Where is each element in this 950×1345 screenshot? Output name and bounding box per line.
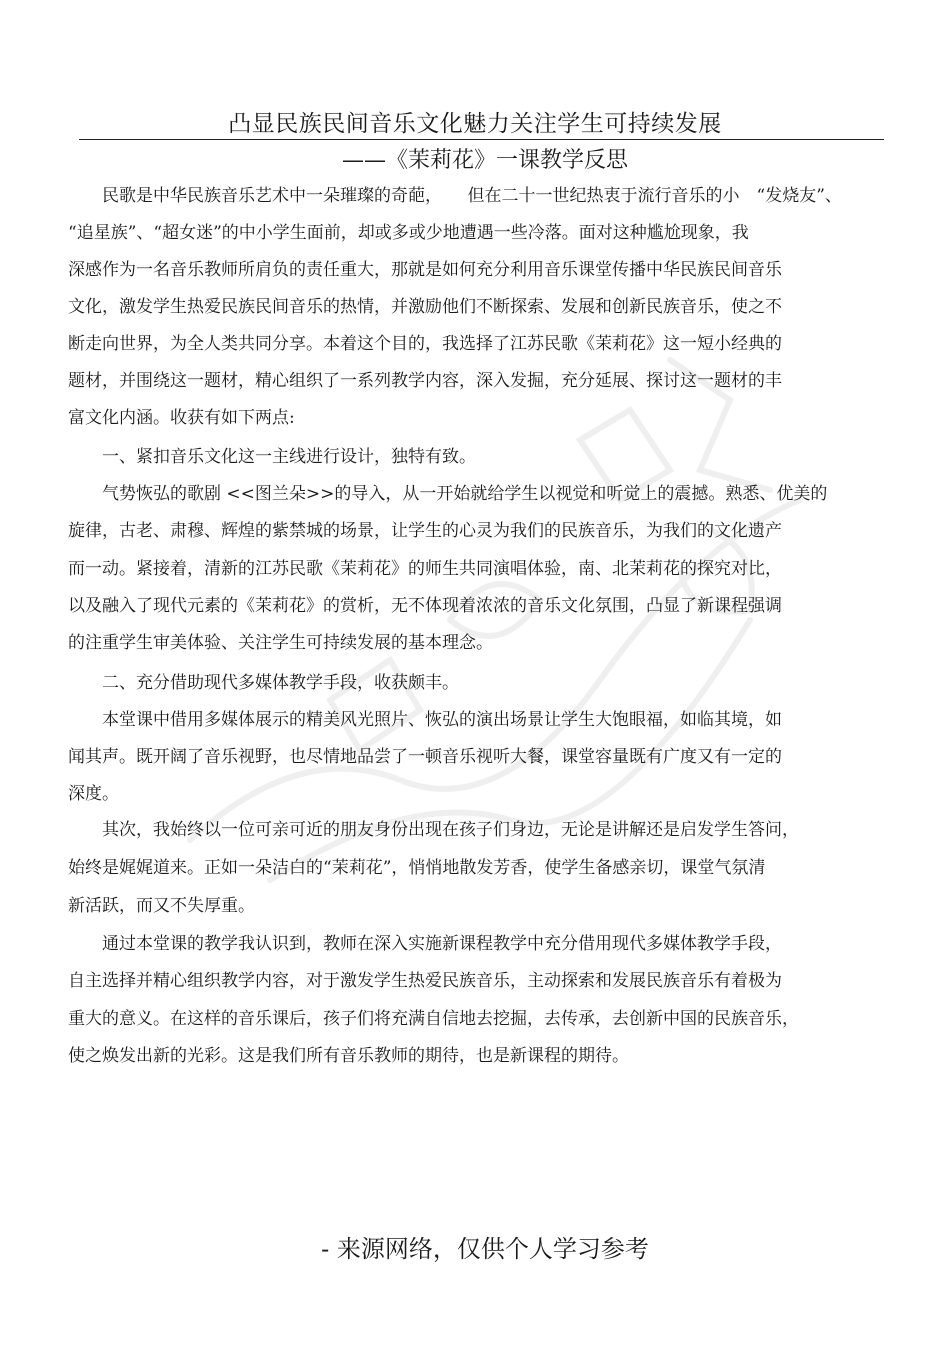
section-heading: 一、紧扣音乐文化这一主线进行设计，独特有致。 (68, 447, 476, 467)
text-line: 题材，并围绕这一题材，精心组织了一系列教学内容，深入发掘，充分延展、探讨这一题材的丰 (68, 371, 782, 391)
text-line: 断走向世界，为全人类共同分享。本着这个目的，我选择了江苏民歌《茉莉花》这一短小经典的 (68, 334, 782, 354)
source-footer: - 来源网络，仅供个人学习参考 (321, 1235, 649, 1263)
text-line: 民歌是中华民族音乐艺术中一朵璀璨的奇葩， 但在二十一世纪热衷于流行音乐的小 “发烧友”、 (68, 186, 842, 206)
text-line: 通过本堂课的教学我认识到，教师在深入实施新课程教学中充分借用现代多媒体教学手段， (68, 934, 782, 954)
document-subtitle: ——《茉莉花》一课教学反思 (341, 148, 628, 173)
text-line: 而一动。紧接着，清新的江苏民歌《茉莉花》的师生共同演唱体验，南、北茉莉花的探究对比， (68, 559, 782, 579)
text-line: 新活跃，而又不失厚重。 (68, 896, 255, 916)
text-line: 文化，激发学生热爱民族民间音乐的热情，并激励他们不断探索、发展和创新民族音乐，使之不 (68, 297, 782, 317)
text-line: 重大的意义。在这样的音乐课后，孩子们将充满自信地去挖掘，去传承，去创新中国的民族音乐， (68, 1009, 799, 1029)
text-line: 闻其声。既开阔了音乐视野，也尽情地品尝了一顿音乐视听大餐，课堂容量既有广度又有一定的 (68, 747, 782, 767)
text-line: 的注重学生审美体验、关注学生可持续发展的基本理念。 (68, 633, 493, 653)
text-line: “追星族”、“超女迷”的中小学生面前，却或多或少地遭遇一些冷落。面对这种尴尬现象，我 (68, 223, 749, 243)
text-line: 本堂课中借用多媒体展示的精美风光照片、恢弘的演出场景让学生大饱眼福，如临其境，如 (68, 710, 782, 730)
document-title: 凸显民族民间音乐文化魅力关注学生可持续发展 (228, 111, 722, 137)
text-line: 深度。 (68, 784, 119, 804)
text-line: 其次，我始终以一位可亲可近的朋友身份出现在孩子们身边，无论是讲解还是启发学生答问， (68, 820, 799, 840)
text-line: 自主选择并精心组织教学内容，对于激发学生热爱民族音乐，主动探索和发展民族音乐有着极为 (68, 971, 782, 991)
text-line: 深感作为一名音乐教师所肩负的责任重大，那就是如何充分利用音乐课堂传播中华民族民间音乐 (68, 260, 782, 280)
text-line: 富文化内涵。收获有如下两点: (68, 408, 295, 428)
text-line: 以及融入了现代元素的《茉莉花》的赏析，无不体现着浓浓的音乐文化氛围，凸显了新课程强调 (68, 596, 782, 616)
text-line: 始终是娓娓道来。正如一朵洁白的“茉莉花”，悄悄地散发芳香，使学生备感亲切，课堂气氛清 (68, 858, 766, 878)
title-divider (79, 139, 884, 140)
section-heading: 二、充分借助现代多媒体教学手段，收获颇丰。 (68, 673, 459, 693)
text-line: 气势恢弘的歌剧 <<图兰朵>>的导入，从一开始就给学生以视觉和听觉上的震撼。熟悉、优美的 (68, 484, 828, 504)
text-line: 旋律，古老、肃穆、辉煌的紫禁城的场景，让学生的心灵为我们的民族音乐，为我们的文化遗产 (68, 521, 782, 541)
text-line: 使之焕发出新的光彩。这是我们所有音乐教师的期待，也是新课程的期待。 (68, 1046, 629, 1066)
